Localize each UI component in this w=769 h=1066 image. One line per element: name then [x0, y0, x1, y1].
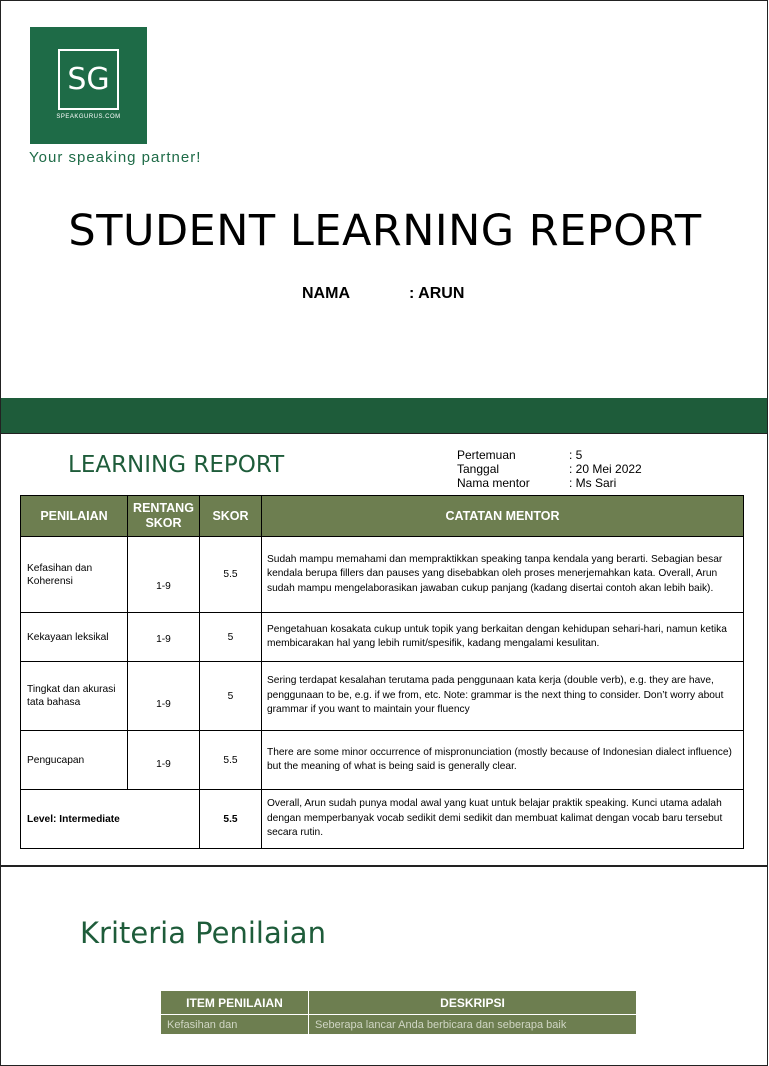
column-header: CATATAN MENTOR	[262, 496, 744, 537]
level-score: 5.5	[200, 790, 262, 849]
mentor-note-cell: Pengetahuan kosakata cukup untuk topik yang berkaitan dengan kehidupan sehari-hari, namun ketika membicarakan hal yang lebih rumit/spesifik, kadang mengalami kesulitan.	[262, 613, 744, 662]
criteria-item-cell: Kefasihan dan	[161, 1015, 309, 1035]
table-row	[21, 662, 744, 731]
table-row	[21, 731, 744, 790]
column-header: ITEM PENILAIAN	[161, 991, 309, 1015]
criterion-cell: Kekayaan leksikal	[21, 613, 128, 662]
range-cell: 1-9	[128, 731, 200, 790]
mentor-note-cell: Sudah mampu memahami dan mempraktikkan speaking tanpa kendala yang berarti. Sebagian besar kendala berupa fillers dan pauses yang disebabkan oleh proses menerjemahkan kata. Overall, Arun sudah mampu mengelaborasikan jawaban cukup panjang (kadang disertai contoh akan lebih baik).	[262, 537, 744, 613]
criteria-table	[160, 990, 637, 1035]
meta-row-pertemuan	[457, 448, 642, 462]
meta-label: Tanggal	[457, 462, 500, 476]
criterion-cell: Tingkat dan akurasi tata bahasa	[21, 662, 128, 731]
range-cell: 1-9	[128, 613, 200, 662]
meta-label: Nama mentor	[457, 476, 530, 490]
score-cell: 5	[200, 662, 262, 731]
score-cell: 5	[200, 613, 262, 662]
speakgurus-logo	[30, 27, 147, 144]
learning-report-heading: LEARNING REPORT	[68, 452, 285, 478]
mentor-note-cell: Sering terdapat kesalahan terutama pada penggunaan kata kerja (double verb), e.g. they are have, penggunaan to be, e.g. if we from, etc. Note: grammar is the next thing to consider. Don’t worry about grammar if you want to maintain your fluency	[262, 662, 744, 731]
meta-value: : Ms Sari	[569, 476, 617, 490]
level-row	[21, 790, 744, 849]
column-header: RENTANG SKOR	[128, 496, 200, 537]
level-note: Overall, Arun sudah punya modal awal yang kuat untuk belajar praktik speaking. Kunci utama adalah dengan memperbanyak vocab sedikit demi sedikit dan membuat kalimat dengan vocab baru tersebut secara rutin.	[262, 790, 744, 849]
criterion-cell: Kefasihan dan Koherensi	[21, 537, 128, 613]
session-meta	[457, 448, 642, 490]
column-header: SKOR	[200, 496, 262, 537]
footer-bar	[1, 398, 767, 434]
logo-url: SPEAKGURUS.COM	[56, 114, 121, 120]
column-header: DESKRIPSI	[309, 991, 637, 1015]
meta-value: : 5	[569, 448, 583, 462]
tagline: Your speaking partner!	[29, 149, 202, 166]
name-value: : ARUN	[409, 285, 465, 302]
assessment-table	[20, 495, 744, 849]
logo-monogram: SG	[58, 49, 119, 110]
mentor-note-cell: There are some minor occurrence of mispronunciation (mostly because of Indonesian dialect influence) but the meaning of what is being said is generally clear.	[262, 731, 744, 790]
range-cell: 1-9	[128, 537, 200, 613]
cover-slide	[0, 0, 768, 433]
level-label: Level: Intermediate	[21, 790, 200, 849]
range-cell: 1-9	[128, 662, 200, 731]
meta-label: Pertemuan	[457, 448, 516, 462]
table-row	[21, 613, 744, 662]
table-row	[161, 1015, 637, 1035]
score-cell: 5.5	[200, 731, 262, 790]
column-header: PENILAIAN	[21, 496, 128, 537]
name-label: NAMA	[302, 285, 350, 302]
meta-row-tanggal	[457, 462, 642, 476]
meta-value: : 20 Mei 2022	[569, 462, 642, 476]
criterion-cell: Pengucapan	[21, 731, 128, 790]
score-cell: 5.5	[200, 537, 262, 613]
table-row	[21, 537, 744, 613]
report-title: STUDENT LEARNING REPORT	[68, 206, 702, 256]
meta-row-mentor	[457, 476, 642, 490]
criteria-desc-cell: Seberapa lancar Anda berbicara dan seberapa baik	[309, 1015, 637, 1035]
criteria-heading: Kriteria Penilaian	[80, 916, 326, 950]
criteria-slide	[0, 866, 768, 1066]
